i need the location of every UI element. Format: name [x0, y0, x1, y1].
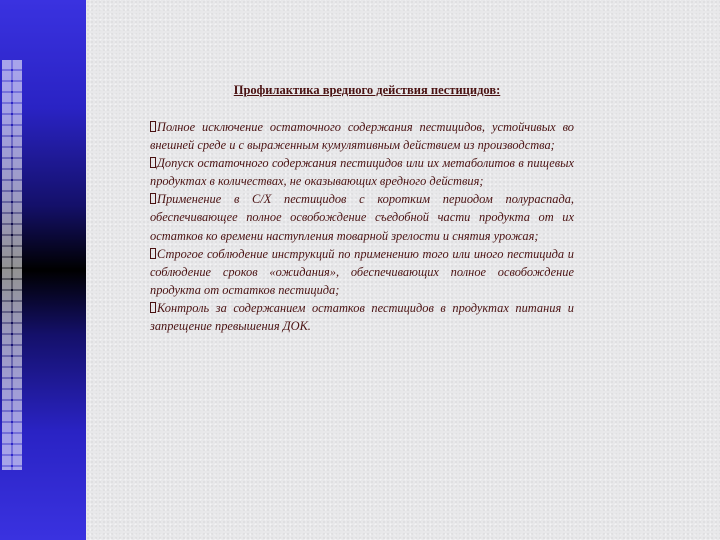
square-bullet-icon	[150, 121, 156, 132]
square-bullet-icon	[150, 193, 156, 204]
decorative-sidebar	[0, 0, 86, 540]
list-item-text: Полное исключение остаточного содержания пестицидов, устойчивых во внешней среде и с выраженным кумулятивным действием из производства;	[150, 120, 574, 153]
list-item	[150, 154, 574, 190]
list-item	[150, 299, 574, 335]
list-item-text: Допуск остаточного содержания пестицидов или их метаболитов в пищевых продуктах в количествах, не оказывающих вредного действия;	[150, 156, 574, 189]
square-bullet-icon	[150, 248, 156, 259]
square-bullet-icon	[150, 157, 156, 168]
square-bullet-icon	[150, 302, 156, 313]
list-item	[150, 245, 574, 299]
slide-title: Профилактика вредного действия пестицидов:	[233, 83, 501, 97]
list-item	[150, 118, 574, 154]
square-pattern	[2, 60, 22, 470]
list-item	[150, 190, 574, 244]
list-item-text: Строгое соблюдение инструкций по применению того или иного пестицида и соблюдение сроков «ожидания», обеспечивающих полное освобождение продукта от остатков пестицида;	[150, 246, 574, 297]
list-item-text: Контроль за содержанием остатков пестицидов в продуктах питания и запрещение превышения ДОК.	[150, 300, 574, 334]
list-item-text: Применение в С/Х пестицидов с коротким периодом полураспада, обеспечивающее полное освобождение съедобной части продукта от их остатков ко времени наступления товарной зрелости и снятия урожая;	[150, 192, 574, 243]
bullet-list	[150, 118, 574, 335]
slide-content	[86, 0, 720, 540]
